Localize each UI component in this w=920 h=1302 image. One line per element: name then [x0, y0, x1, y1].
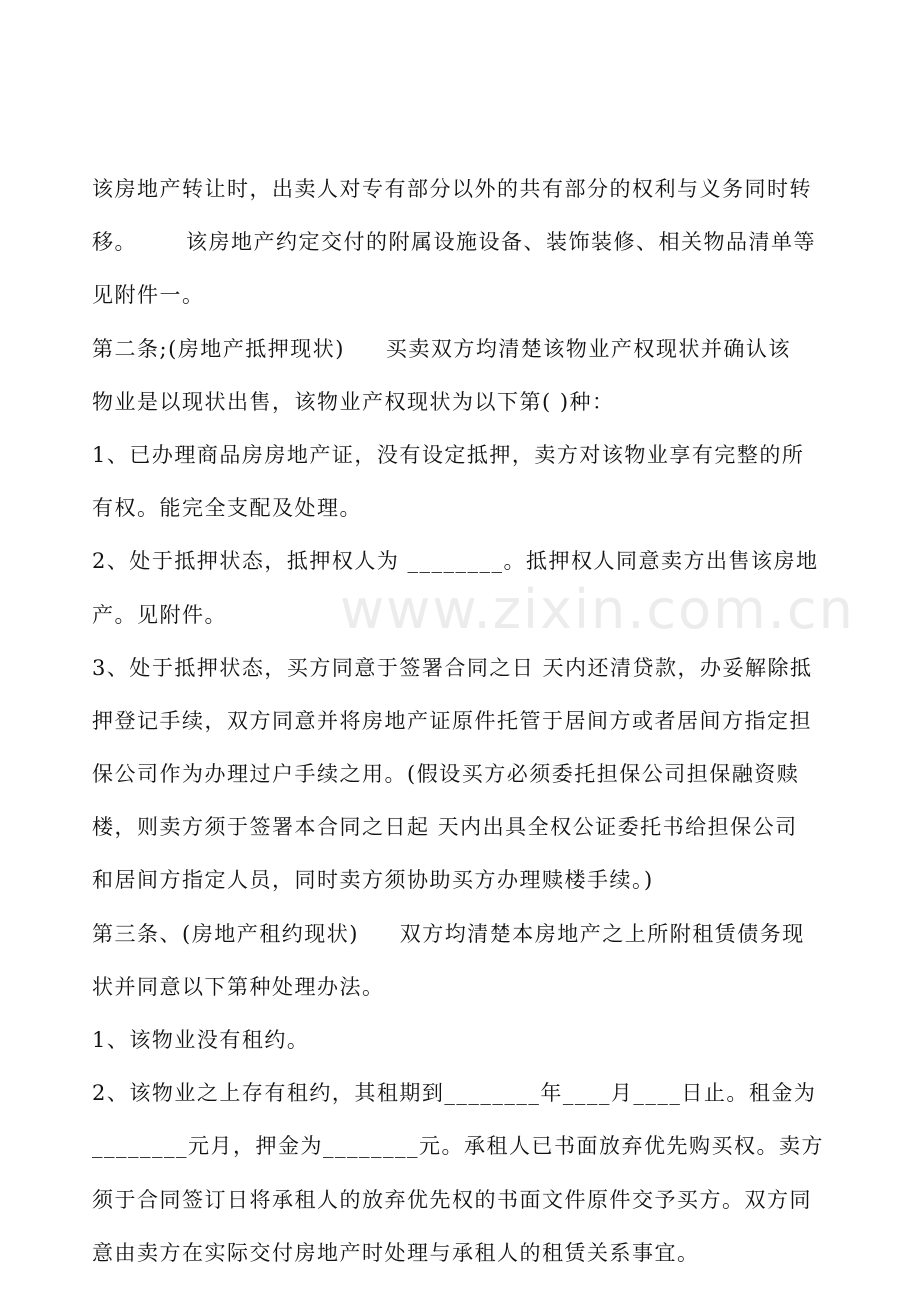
text-line: 3、处于抵押状态，买方同意于签署合同之日 天内还清贷款，办妥解除抵 — [92, 655, 813, 680]
text-line: 押登记手续，双方同意并将房地产证原件托管于居间方或者居间方指定担 — [92, 708, 812, 733]
text-line: 该房地产转让时，出卖人对专有部分以外的共有部分的权利与义务同时转 — [92, 177, 812, 201]
text-line: 和居间方指定人员，同时卖方须协助买方办理赎楼手续。) — [92, 868, 654, 893]
article-3-heading-line: 第三条、(房地产租约现状) 双方均清楚本房地产之上所附租赁债务现 — [92, 921, 805, 946]
text-line: 有权。能完全支配及处理。 — [92, 496, 362, 521]
watermark: www.zixin.com.cn — [340, 578, 855, 641]
text-line: 1、已办理商品房房地产证，没有设定抵押，卖方对该物业享有完整的所 — [92, 442, 805, 467]
text-line: 移。 该房地产约定交付的附属设施设备、装饰装修、相关物品清单等 — [92, 230, 817, 255]
text-line: 2、该物业之上存有租约，其租期到________年____月____日止。租金为 — [92, 1081, 817, 1106]
article-2-heading-line: 第二条;(房地产抵押现状) 买卖双方均清楚该物业产权现状并确认该 — [92, 336, 791, 361]
text-line: 2、处于抵押状态，抵押权人为 ________。抵押权人同意卖方出售该房地 — [92, 549, 819, 574]
text-line: ________元月，押金为________元。承租人已书面放弃优先购买权。卖方 — [92, 1134, 824, 1159]
text-line: 意由卖方在实际交付房地产时处理与承租人的租赁关系事宜。 — [92, 1240, 700, 1265]
text-line: 物业是以现状出售，该物业产权现状为以下第( )种： — [92, 389, 615, 414]
text-line: 保公司作为办理过户手续之用。(假设买方必须委托担保公司担保融资赎 — [92, 762, 800, 787]
text-line: 见附件一。 — [92, 283, 205, 308]
contract-text — [92, 163, 832, 1280]
text-line: 产。见附件。 — [92, 602, 227, 627]
text-line: 楼，则卖方须于签署本合同之日起 天内出具全权公证委托书给担保公司 — [92, 815, 798, 840]
text-line: 须于合同签订日将承租人的放弃优先权的书面文件原件交予买方。双方同 — [92, 1187, 812, 1212]
text-line: 状并同意以下第种处理办法。 — [92, 974, 385, 999]
text-line: 1、该物业没有租约。 — [92, 1028, 310, 1052]
